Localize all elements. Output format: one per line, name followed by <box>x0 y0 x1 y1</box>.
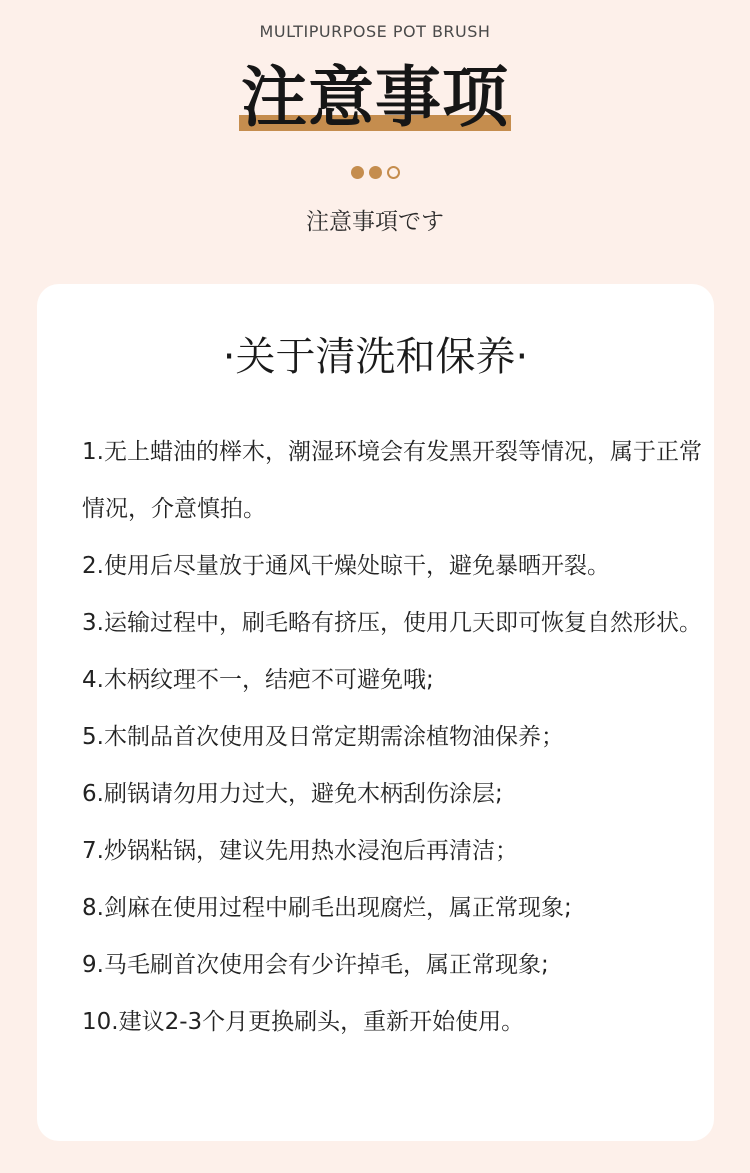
list-item: 4.木柄纹理不一，结疤不可避免哦; <box>82 667 434 693</box>
japanese-subtitle: 注意事項です <box>306 209 444 235</box>
list-item: 3.运输过程中，刷毛略有挤压，使用几天即可恢复自然形状。 <box>82 610 702 636</box>
section-title: ·关于清洗和保养· <box>222 334 529 380</box>
list-item: 9.马毛刷首次使用会有少许掉毛，属正常现象; <box>82 952 549 978</box>
list-item: 7.炒锅粘锅，建议先用热水浸泡后再清洁； <box>82 838 518 864</box>
title-block <box>241 60 509 136</box>
page-title: 注意事项 <box>241 59 509 136</box>
list-item: 8.剑麻在使用过程中刷毛出现腐烂，属正常现象; <box>82 895 572 921</box>
list-item: 1.无上蜡油的榉木，潮湿环境会有发黑开裂等情况，属于正常情况，介意慎拍。 <box>82 439 702 522</box>
dot-filled-icon <box>369 166 382 179</box>
care-instructions-card <box>37 284 714 1141</box>
list-item: 5.木制品首次使用及日常定期需涂植物油保养； <box>82 724 564 750</box>
list-item: 2.使用后尽量放于通风干燥处晾干，避免暴晒开裂。 <box>82 553 610 579</box>
title-wrap <box>0 60 750 136</box>
dot-outline-icon <box>387 166 400 179</box>
decorative-dots <box>351 166 401 180</box>
english-subtitle: MULTIPURPOSE POT BRUSH <box>259 22 491 41</box>
instructions-list <box>82 424 702 1051</box>
dot-filled-icon <box>351 166 364 179</box>
list-item: 10.建议2-3个月更换刷头，重新开始使用。 <box>82 1009 525 1035</box>
list-item: 6.刷锅请勿用力过大，避免木柄刮伤涂层; <box>82 781 503 807</box>
